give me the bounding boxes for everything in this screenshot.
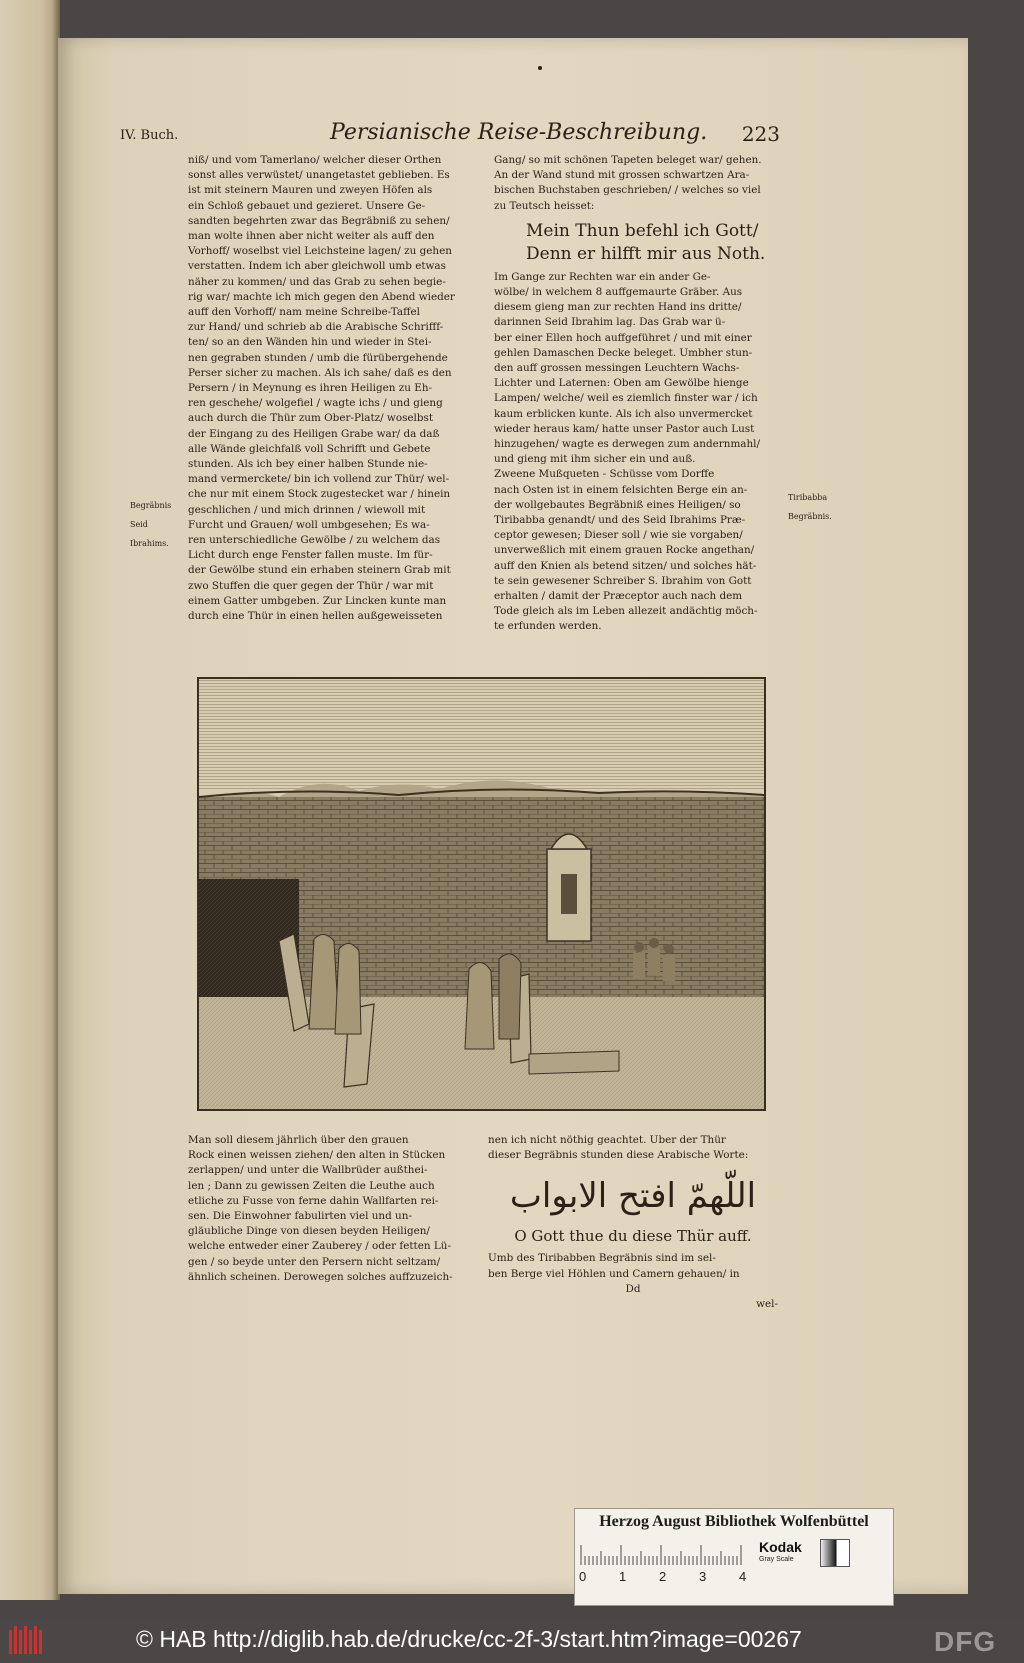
text-line: nen gegraben stunden / umb die fürübergehende [188, 351, 448, 364]
library-name: Herzog August Bibliothek Wolfenbüttel [599, 1513, 869, 1530]
text-line: wieder heraus kam/ hatte unser Pastor auch Lust [494, 422, 755, 435]
text-line: sandten begehrten zwar das Begräbniß zu sehen/ [188, 214, 450, 227]
verse-line: Denn er hilfft mir aus Noth. [526, 243, 766, 264]
ruler-number: 2 [659, 1569, 667, 1584]
text-line: niß/ und vom Tamerlano/ welcher dieser Orthen [188, 154, 442, 166]
text-line: wölbe/ in welchem 8 auffgemaurte Gräber. Aus [494, 286, 743, 299]
text-line: che nur mit einem Stock zugestecket war / hinein [188, 488, 451, 501]
text-line: einem Gatter umbgeben. Zur Lincken kunte man [188, 594, 447, 607]
page-number: 223 [741, 122, 780, 146]
verse [526, 220, 784, 266]
paragraph-inscription-intro [488, 1133, 778, 1163]
text-line: Perser sicher zu machen. Als ich sahe/ daß es den [188, 366, 452, 379]
dfg-logo: DFG [934, 1626, 997, 1657]
text-line: ist mit steinern Mauren und zweyen Höfen als [188, 184, 433, 197]
margin-note-left [130, 492, 188, 557]
text-line: gen / so beyde unter den Persern nicht seltzam/ [188, 1255, 441, 1268]
text-line: unverweßlich mit einem grauen Rocke angethan/ [494, 544, 755, 557]
text-line: Im Gange zur Rechten war ein ander Ge- [494, 270, 711, 283]
text-line: der Gewölbe stund ein erhaben steinern Grab mit [188, 564, 451, 577]
text-line: etliche zu Fusse von ferne dahin Wallfarten rei- [188, 1194, 439, 1207]
text-line: ren unterschiedliche Gewölbe / zu welchem das [188, 534, 441, 547]
text-line: und gieng mit ihm sicher ein und auß. [494, 453, 696, 466]
prayer-translation: O Gott thue du diese Thür auff. [514, 1227, 752, 1246]
book-label: IV. Buch. [120, 128, 179, 143]
text-line: nach Osten ist in einem felsichten Berge ein an- [494, 483, 748, 496]
page-title: Persianische Reise-Beschreibung. [330, 120, 708, 145]
text-line: diesem gieng man zur rechten Hand ins dritte/ [494, 301, 742, 314]
text-line: auch durch die Thür zum Ober-Platz/ woselbst [188, 412, 434, 425]
text-line: Tode gleich als im Leben allezeit andächtig möch- [494, 605, 758, 618]
text-line: Gang/ so mit schönen Tapeten beleget war/ gehen. [494, 154, 762, 166]
text-column-left-top [188, 153, 484, 624]
text-line: auff den Vorhoff/ nam meine Schreibe-Taffel [188, 306, 420, 319]
ruler-number: 3 [699, 1569, 707, 1584]
page-mark [538, 66, 542, 70]
text-column-left-bottom [188, 1133, 478, 1285]
text-line: ähnlich scheinen. Derowegen solches auffzuzeich- [188, 1270, 453, 1283]
text-line: der wollgebautes Begräbniß eines Heiligen/ so [494, 498, 741, 511]
text-line: ten/ so an den Wänden hin und wieder in Stei- [188, 336, 432, 349]
text-line: te erfunden werden. [494, 620, 602, 633]
running-header [120, 120, 780, 152]
adjacent-page-edge [0, 0, 60, 1600]
text-line: hinzugehen/ wagte es derwegen zum andernmahl/ [494, 438, 761, 451]
text-column-right-top [494, 153, 784, 635]
text-line: darinnen Seid Ibrahim lag. Das Grab war ü- [494, 316, 726, 329]
kodak-brand: Kodak [759, 1539, 802, 1555]
text-line: dieser Begräbnis stunden diese Arabische Worte: [488, 1149, 749, 1162]
text-line: ber einer Ellen hoch auffgeführet / und mit einer [494, 331, 752, 344]
text-line: Tiribabba genandt/ und des Seid Ibrahims Præ- [494, 514, 746, 527]
text-line: Man soll diesem jährlich über den grauen [188, 1134, 409, 1146]
paragraph-caves [488, 1251, 778, 1281]
tomb-courtyard-engraving [199, 679, 764, 1109]
text-line: ben Berge viel Höhlen und Camern gehauen/ in [488, 1267, 740, 1280]
ruler-scale [579, 1539, 751, 1565]
text-line: alle Wände gleichfalß voll Schrifft und Gebete [188, 442, 431, 455]
gray-swatch [820, 1539, 850, 1567]
text-line: Licht durch enge Fenster fallen muste. Im für- [188, 549, 433, 562]
arabic-inscription: اللّهمّ افتح الابواب [509, 1176, 757, 1217]
text-line: auff den Knien als betend sitzen/ und solches hät- [494, 559, 757, 572]
text-line: sen. Die Einwohner fabulirten viel und un- [188, 1210, 412, 1223]
text-line: An der Wand stund mit grossen schwartzen Ara- [494, 169, 750, 182]
text-line: zu Teutsch heisset: [494, 199, 595, 212]
text-line: len ; Dann zu gewissen Zeiten die Leuthe auch [188, 1179, 435, 1192]
margin-line: Seid [130, 520, 148, 529]
catchword: wel- [756, 1298, 778, 1311]
paragraph-before-verse [494, 153, 784, 214]
copyright-url[interactable]: © HAB http://diglib.hab.de/drucke/cc-2f-3/start.htm?image=00267 [136, 1626, 802, 1652]
engraving-illustration [197, 677, 766, 1111]
footer-bar [0, 1620, 1024, 1663]
text-line: näher zu kommen/ und das Grab zu sehen begie- [188, 275, 446, 288]
gray-scale-label: Gray Scale [759, 1556, 794, 1563]
text-line: gläubliche Dinge von diesen beyden Heiligen/ [188, 1225, 430, 1238]
text-line: Persern / in Meynung es ihren Heiligen zu Eh- [188, 382, 433, 395]
text-line: Furcht und Grauen/ woll umbgesehen; Es wa- [188, 518, 430, 531]
text-line: ein Schloß gebauet und gezieret. Unsere Ge- [188, 199, 426, 212]
hab-logo-icon [8, 1624, 46, 1656]
text-line: mand vermerckete/ bin ich vollend zur Thür/ wel- [188, 473, 450, 486]
text-line: Vorhoff/ woselbst viel Leichsteine lagen/ zu gehen [188, 245, 452, 258]
margin-line: Begräbnis. [788, 512, 832, 521]
margin-line: Begräbnis [130, 501, 172, 510]
text-line: zwo Stuffen die quer gegen der Thür / war mit [188, 579, 434, 592]
ruler-number: 4 [739, 1569, 747, 1584]
ruler-number: 0 [579, 1569, 587, 1584]
text-line: Zweene Mußqueten - Schüsse vom Dorffe [494, 468, 715, 481]
text-line: ren geschehe/ wolgefiel / wagte ichs / und gieng [188, 397, 443, 410]
text-line: geschlichen / und mich drinnen / wiewoll mit [188, 503, 426, 516]
text-line: kaum erblicken kunte. Als ich also unvermercket [494, 407, 753, 420]
text-line: bischen Buchstaben geschrieben/ / welches so viel [494, 184, 761, 197]
ruler-numbers [579, 1569, 751, 1585]
text-column-right-bottom [488, 1133, 778, 1312]
text-line: stunden. Als ich bey einer halben Stunde nie- [188, 458, 428, 471]
text-line: zerlappen/ und unter die Wallbrüder außthei- [188, 1164, 428, 1177]
text-line: ceptor gewesen; Dieser soll / wie sie vorgaben/ [494, 529, 743, 542]
signature-mark: Dd [625, 1282, 641, 1295]
text-line: zur Hand/ und schrieb ab die Arabische Schrifff- [188, 321, 444, 334]
text-line: welche entweder einer Zauberey / oder fetten Lü- [188, 1240, 451, 1253]
text-line: Lampen/ welche/ weil es ziemlich finster war / ich [494, 392, 758, 405]
text-line: te sein gewesener Schreiber S. Ibrahim von Gott [494, 574, 752, 587]
text-line: Rock einen weissen ziehen/ den alten in Stücken [188, 1149, 446, 1162]
text-line: sonst alles verwüstet/ unangetastet geblieben. Es [188, 169, 450, 182]
margin-note-right [788, 484, 848, 530]
text-line: rig war/ machte ich mich gegen den Abend wieder [188, 290, 455, 303]
color-calibration-card [574, 1508, 894, 1606]
text-line: erhalten / damit der Præceptor auch nach dem [494, 590, 743, 603]
text-line: Umb des Tiribabben Begräbnis sind im sel- [488, 1252, 716, 1265]
text-line: durch eine Thür in einen hellen außgeweisseten [188, 610, 443, 623]
verse-line: Mein Thun befehl ich Gott/ [526, 220, 759, 241]
paragraph-after-verse [494, 270, 784, 635]
margin-line: Tiribabba [788, 493, 828, 502]
ruler-number: 1 [619, 1569, 627, 1584]
text-line: der Eingang zu des Heiligen Grabe war/ da daß [188, 427, 440, 440]
text-line: den auff grossen messingen Leuchtern Wachs- [494, 362, 740, 375]
text-line: verstatten. Indem ich aber gleichwoll umb etwas [188, 260, 446, 273]
text-line: man wolte ihnen aber nicht weiter als auff den [188, 230, 435, 243]
text-line: Lichter und Laternen: Oben am Gewölbe hienge [494, 377, 749, 390]
text-line: gehlen Damaschen Decke beleget. Umbher stun- [494, 346, 753, 359]
margin-line: Ibrahims. [130, 539, 169, 548]
text-line: nen ich nicht nöthig geachtet. Uber der Thür [488, 1134, 726, 1146]
